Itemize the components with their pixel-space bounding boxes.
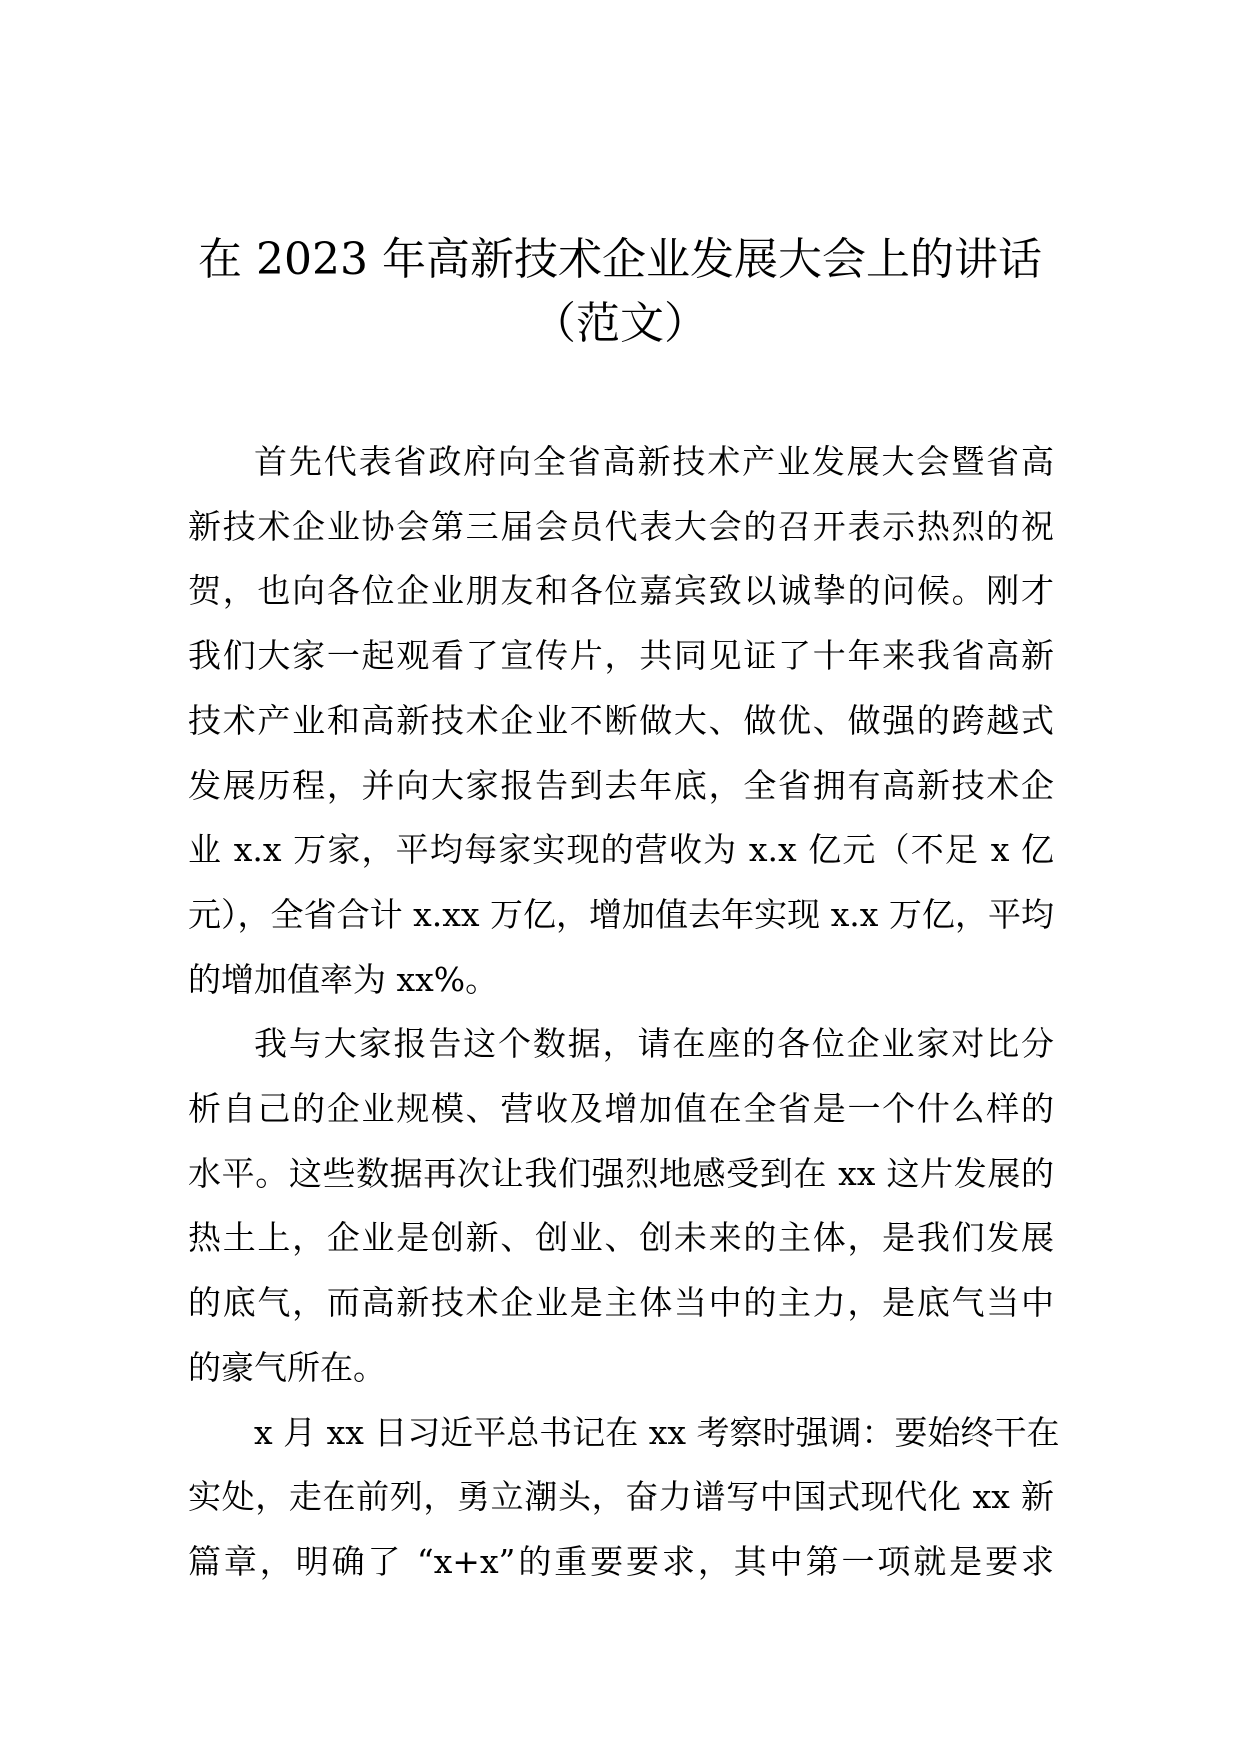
text-line: 热土上，企业是创新、创业、创未来的主体，是我们发展: [188, 1218, 1054, 1258]
text-line: 析自己的企业规模、营收及增加值在全省是一个什么样的: [188, 1089, 1054, 1129]
text-line: 我与大家报告这个数据，请在座的各位企业家对比分: [254, 1024, 1054, 1064]
title-line: 在 2023 年高新技术企业发展大会上的讲话: [198, 234, 1042, 285]
text-line: 新技术企业协会第三届会员代表大会的召开表示热烈的祝: [188, 506, 1054, 546]
text-line: 我们大家一起观看了宣传片，共同见证了十年来我省高新: [188, 636, 1054, 676]
text-line: 贺，也向各位企业朋友和各位嘉宾致以诚挚的问候。刚才: [188, 571, 1054, 611]
text-line: 水平。这些数据再次让我们强烈地感受到在 xx 这片发展的: [188, 1153, 1054, 1193]
paragraph: [188, 1401, 1060, 1595]
text-line: 的底气，而高新技术企业是主体当中的主力，是底气当中: [188, 1283, 1054, 1323]
text-line: 发展历程，并向大家报告到去年底，全省拥有高新技术企: [188, 765, 1054, 805]
document-title: [150, 228, 1090, 356]
text-line: 篇章，明确了 “x+x”的重要要求，其中第一项就是要求: [188, 1541, 1054, 1581]
text-line: 的豪气所在。: [188, 1347, 386, 1387]
paragraph: [188, 1012, 1054, 1400]
document-body: [188, 430, 1060, 1595]
paragraph: [188, 430, 1054, 1012]
text-line: 技术产业和高新技术企业不断做大、做优、做强的跨越式: [188, 700, 1054, 740]
text-line: 元），全省合计 x.xx 万亿，增加值去年实现 x.x 万亿，平均: [188, 894, 1054, 934]
text-line: 实处，走在前列，勇立潮头，奋力谱写中国式现代化 xx 新: [188, 1477, 1054, 1517]
text-line: x 月 xx 日习近平总书记在 xx 考察时强调：要始终干在: [254, 1412, 1060, 1452]
text-line: 业 x.x 万家，平均每家实现的营收为 x.x 亿元（不足 x 亿: [188, 830, 1054, 870]
text-line: 的增加值率为 xx%。: [188, 959, 499, 999]
text-line: 首先代表省政府向全省高新技术产业发展大会暨省高: [254, 442, 1054, 481]
title-line: （范文）: [532, 298, 708, 349]
